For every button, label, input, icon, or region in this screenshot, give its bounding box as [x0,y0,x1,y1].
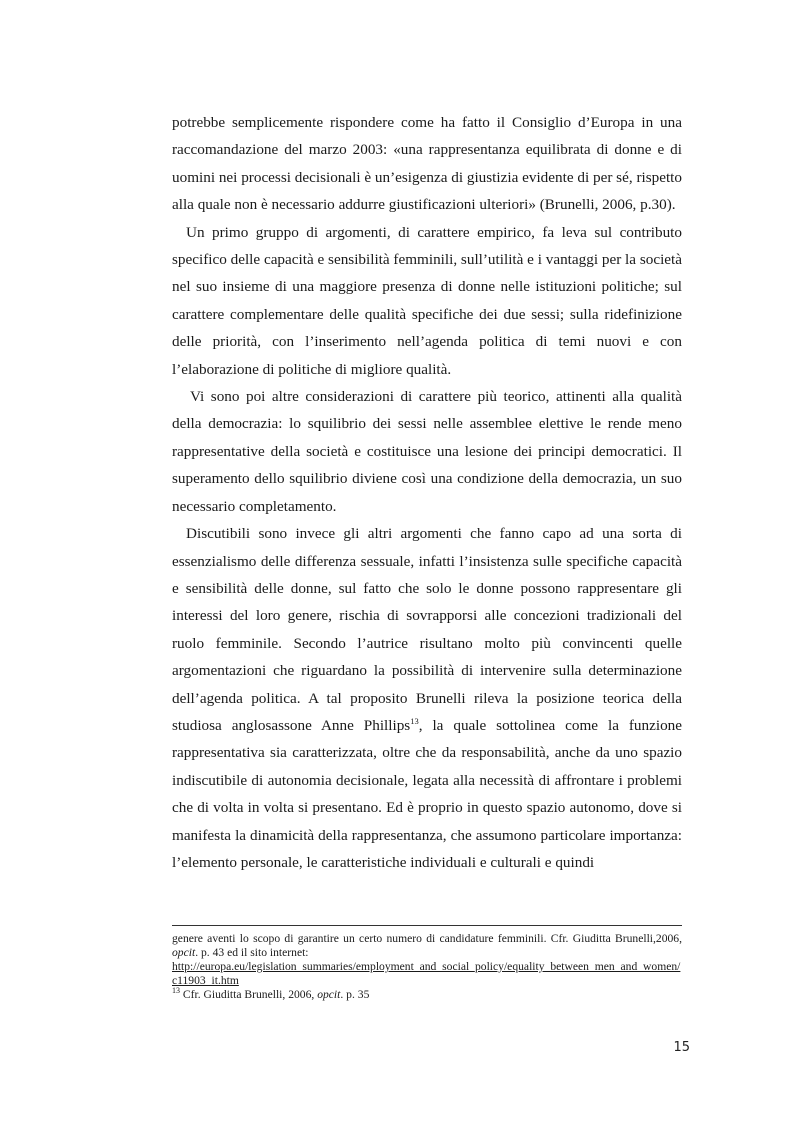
footnote-separator [172,925,682,926]
footnote-13-opcit: opcit [317,988,341,1001]
footnote-link-line [172,960,682,988]
footnote-url-link[interactable]: http://europa.eu/legislation_summaries/employment_and_social_policy/equality_between_men_and_women/c11903_it.htm [172,960,681,987]
footnote-13 [172,988,682,1002]
paragraph-4-part-a: Discutibili sono invece gli altri argomenti che fanno capo ad una sorta di essenzialismo delle differenza sessuale, infatti l’insistenza sulle specifiche capacità e sensibilità delle donne, sul fatto che solo le donne possono rappresentare gli interessi del loro genere, rischia di sovrapporsi alle concezioni tradizionali del ruolo femminile. Secondo l’autrice risultano molto più convincenti quelle argomentazioni che riguardano la possibilità di intervenire sulla determinazione dell’agenda politica. A tal proposito Brunelli rileva la posizione teorica della studiosa anglosassone Anne Phillips [172,525,682,734]
footnote-cont-opcit: opcit [172,946,196,959]
paragraph-4 [172,520,682,876]
footnote-continuation [172,932,682,960]
paragraph-4-part-b: , la quale sottolinea come la funzione rappresentativa sia caratterizzata, oltre che da responsabilità, anche da uno spazio indiscutibile di autonomia decisionale, legata alla necessità di affrontare i problemi che di volta in volta si presentano. Ed è proprio in questo spazio autonomo, dove si manifesta la dinamicità della rappresentanza, che assumono particolare importanza: l’elemento personale, le caratteristiche individuali e culturali e quindi [172,716,683,871]
footnote-13-number: 13 [172,986,180,996]
footnote-cont-text-b: . p. 43 ed il sito internet: [195,946,309,959]
paragraph-1: potrebbe semplicemente rispondere come ha fatto il Consiglio d’Europa in una raccomandazione del marzo 2003: «una rappresentanza equilibrata di donne e di uomini nei processi decisionali è un’esigenza di giustizia evidente di per sé, rispetto alla quale non è necessario addurre giustificazioni ulteriori» (Brunelli, 2006, p.30). [172,114,682,214]
paragraph-3: Vi sono poi altre considerazioni di carattere più teorico, attinenti alla qualità della democrazia: lo squilibrio dei sessi nelle assemblee elettive le rende meno rappresentative della società e costituisce una lesione dei principi democratici. Il superamento dello squilibrio diviene così una condizione della democrazia, un suo necessario completamento. [172,388,682,515]
footnote-cont-text-a: genere aventi lo scopo di garantire un certo numero di candidature femminili. Cfr. Giuditta Brunelli,2006, [172,932,682,945]
footnote-13-text-a: Cfr. Giuditta Brunelli, 2006, [180,988,318,1001]
page-number: 15 [673,1040,690,1055]
footnote-13-text-b: . p. 35 [340,988,370,1001]
footnotes [172,932,682,1002]
footnote-ref-13[interactable]: 13 [410,715,419,726]
paragraph-2: Un primo gruppo di argomenti, di carattere empirico, fa leva sul contributo specifico delle capacità e sensibilità femminili, sull’utilità e i vantaggi per la società nel suo insieme di una maggiore presenza di donne nelle istituzioni politiche; sul carattere complementare delle qualità specifiche dei due sessi; sulla ridefinizione delle priorità, con l’inserimento nell’agenda politica di temi nuovi e con l’elaborazione di politiche di migliore qualità. [172,223,682,378]
body-text [172,109,682,876]
